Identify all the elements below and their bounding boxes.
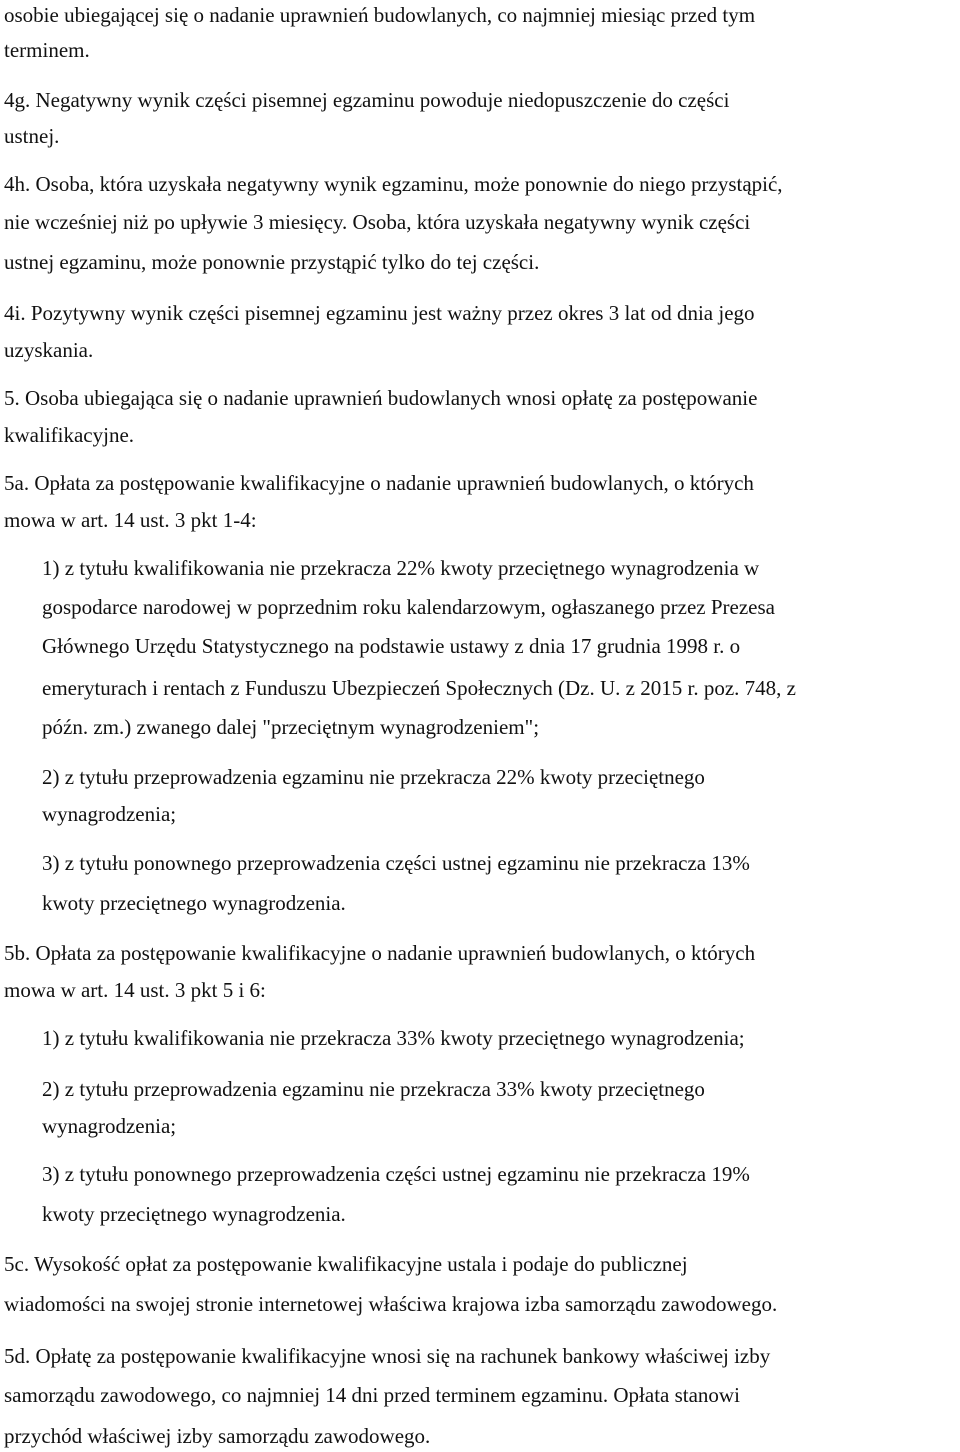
list-item: 2) z tytułu przeprowadzenia egzaminu nie przekracza 33% kwoty przeciętnego: [42, 1077, 705, 1101]
text-line: ustnej egzaminu, może ponownie przystąpić tylko do tej części.: [4, 250, 540, 274]
text-line: kwoty przeciętnego wynagrodzenia.: [42, 1202, 346, 1226]
text-line: nie wcześniej niż po upływie 3 miesięcy. Osoba, która uzyskała negatywny wynik części: [4, 210, 751, 234]
text-line: przychód właściwej izby samorządu zawodowego.: [4, 1424, 431, 1448]
text-line: emeryturach i rentach z Funduszu Ubezpieczeń Społecznych (Dz. U. z 2015 r. poz. 748, z: [42, 676, 796, 700]
text-line: ustnej.: [4, 124, 60, 148]
list-item: 3) z tytułu ponownego przeprowadzenia części ustnej egzaminu nie przekracza 13%: [42, 851, 750, 875]
text-line: 4h. Osoba, która uzyskała negatywny wynik egzaminu, może ponownie do niego przystąpić,: [4, 172, 783, 196]
text-line: wynagrodzenia;: [42, 1114, 177, 1138]
text-line: mowa w art. 14 ust. 3 pkt 1-4:: [4, 508, 257, 532]
text-line: 5d. Opłatę za postępowanie kwalifikacyjne wnosi się na rachunek bankowy właściwej izby: [4, 1344, 771, 1368]
list-item: 1) z tytułu kwalifikowania nie przekracza 22% kwoty przeciętnego wynagrodzenia w: [42, 556, 760, 580]
list-item: 3) z tytułu ponownego przeprowadzenia części ustnej egzaminu nie przekracza 19%: [42, 1162, 750, 1186]
text-line: 5c. Wysokość opłat za postępowanie kwalifikacyjne ustala i podaje do publicznej: [4, 1252, 688, 1276]
text-line: 5b. Opłata za postępowanie kwalifikacyjne o nadanie uprawnień budowlanych, o których: [4, 941, 756, 965]
text-line: gospodarce narodowej w poprzednim roku kalendarzowym, ogłaszanego przez Prezesa: [42, 595, 775, 619]
list-item: 2) z tytułu przeprowadzenia egzaminu nie przekracza 22% kwoty przeciętnego: [42, 765, 705, 789]
text-line: osobie ubiegającej się o nadanie uprawnień budowlanych, co najmniej miesiąc przed tym: [4, 3, 756, 27]
text-line: 4g. Negatywny wynik części pisemnej egzaminu powoduje niedopuszczenie do części: [4, 88, 730, 112]
text-line: wynagrodzenia;: [42, 802, 177, 826]
text-line: 5. Osoba ubiegająca się o nadanie uprawnień budowlanych wnosi opłatę za postępowanie: [4, 386, 758, 410]
text-line: mowa w art. 14 ust. 3 pkt 5 i 6:: [4, 978, 266, 1002]
text-line: samorządu zawodowego, co najmniej 14 dni przed terminem egzaminu. Opłata stanowi: [4, 1383, 740, 1407]
text-line: uzyskania.: [4, 338, 94, 362]
text-line: kwoty przeciętnego wynagrodzenia.: [42, 891, 346, 915]
text-line: Głównego Urzędu Statystycznego na podstawie ustawy z dnia 17 grudnia 1998 r. o: [42, 634, 741, 658]
text-line: późn. zm.) zwanego dalej "przeciętnym wynagrodzeniem";: [42, 715, 540, 739]
text-line: terminem.: [4, 38, 90, 62]
text-line: kwalifikacyjne.: [4, 423, 135, 447]
text-line: 4i. Pozytywny wynik części pisemnej egzaminu jest ważny przez okres 3 lat od dnia jego: [4, 301, 755, 325]
text-line: 5a. Opłata za postępowanie kwalifikacyjne o nadanie uprawnień budowlanych, o których: [4, 471, 754, 495]
list-item: 1) z tytułu kwalifikowania nie przekracza 33% kwoty przeciętnego wynagrodzenia;: [42, 1026, 745, 1050]
text-line: wiadomości na swojej stronie internetowej właściwa krajowa izba samorządu zawodowego.: [4, 1292, 778, 1316]
